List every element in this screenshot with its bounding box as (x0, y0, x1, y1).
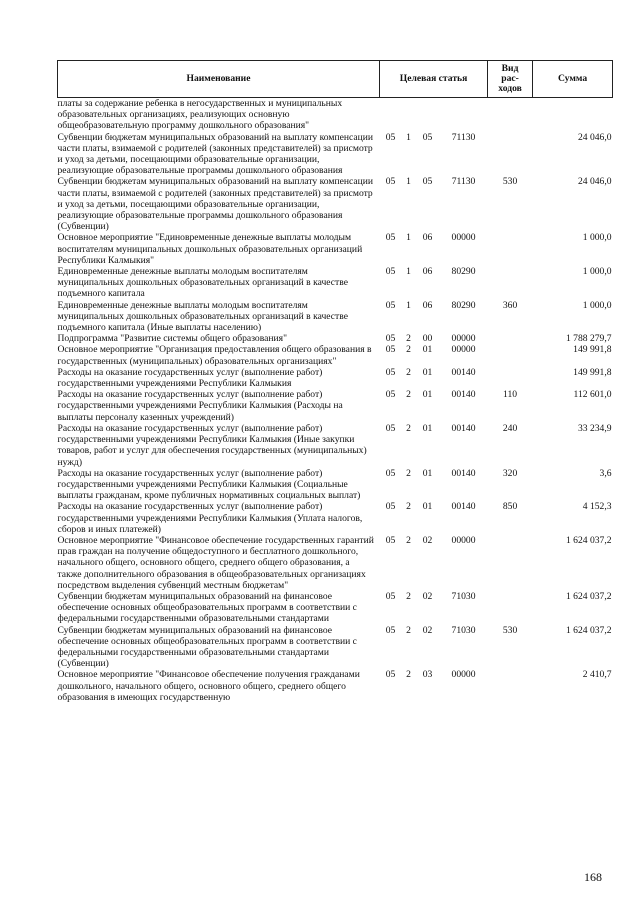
row-expense-type (488, 266, 533, 300)
row-code-event: 06 (422, 266, 433, 278)
row-expense-type: 240 (502, 422, 518, 434)
row-code-event: 01 (422, 366, 433, 378)
page-number: 168 (584, 870, 602, 884)
row-code-section: 05 (385, 131, 396, 143)
header-name: Наименование (58, 61, 380, 98)
row-code-subprogram: 2 (406, 534, 411, 546)
row-code-event: 01 (422, 344, 433, 356)
table-row (58, 591, 613, 625)
table-row (58, 535, 613, 591)
row-code-event: 01 (422, 422, 433, 434)
row-sum: 1 000,0 (582, 232, 612, 244)
row-expense-type (488, 232, 533, 266)
row-code-event: 05 (422, 176, 433, 188)
row-expense-type (488, 98, 533, 132)
row-code-direction: 71130 (451, 176, 476, 188)
row-code-subprogram: 1 (406, 131, 411, 143)
row-name: Подпрограмма "Развитие системы общего образования" (57, 333, 287, 345)
row-expense-type (488, 333, 533, 344)
row-name: Основное мероприятие "Финансовое обеспечение государственных гарантий прав граждан на получение общедоступного и бесплатного дошкольного, начального общего, основного общего, среднего общего образования, а также дополнительного образования в общеобразовательных организациях посредством выделения субвенций местным бюджетам" (57, 534, 374, 591)
table-row (58, 333, 613, 344)
table-body (58, 98, 613, 703)
row-code-event (416, 98, 440, 132)
row-code-direction (440, 98, 488, 132)
row-name: Основное мероприятие "Финансовое обеспечение получения гражданами дошкольного, начального общего, основного общего, среднего общего образования в имеющих государственную (57, 669, 360, 703)
row-sum: 2 410,7 (582, 669, 612, 681)
table-row (58, 300, 613, 334)
row-sum: 149 991,8 (573, 366, 612, 378)
row-code-direction: 71030 (451, 590, 476, 602)
row-code-section: 05 (385, 266, 396, 278)
row-code-subprogram: 1 (406, 266, 411, 278)
row-name: Расходы на оказание государственных услуг (выполнение работ) государственными учреждениями Республики Калмыкия (57, 366, 323, 390)
row-code-subprogram: 2 (406, 389, 411, 401)
row-name: Субвенции бюджетам муниципальных образований на выплату компенсации части платы, взимаемой с родителей (законных представителей) за присмотр и уход за детьми, посещающими образовательные организации, реализующие образовательные программы дошкольного образования (57, 131, 374, 177)
row-code-subprogram: 2 (406, 590, 411, 602)
row-code-section: 05 (385, 389, 396, 401)
row-name: Субвенции бюджетам муниципальных образований на финансовое обеспечение основных общеобразовательных программ в соответствии с федеральными государственными образовательными стандартами (57, 590, 357, 625)
row-sum: 1 788 279,7 (565, 333, 612, 345)
table-row (58, 232, 613, 266)
row-expense-type: 530 (502, 176, 518, 188)
table-row (58, 132, 613, 177)
row-code-event: 01 (422, 467, 433, 479)
table-row (58, 625, 613, 670)
row-code-event: 01 (422, 501, 433, 513)
row-code-section: 05 (385, 624, 396, 636)
table-row (58, 501, 613, 535)
row-name: Расходы на оказание государственных услуг (выполнение работ) государственными учреждениями Республики Калмыкия (Расходы на выплаты персоналу казенных учреждений) (57, 389, 343, 423)
row-expense-type (488, 669, 533, 703)
row-code-event: 03 (422, 669, 433, 681)
row-code-section: 05 (385, 590, 396, 602)
row-name: Расходы на оказание государственных услуг (выполнение работ) государственными учреждениями Республики Калмыкия (Социальные выплаты гражданам, кроме публичных нормативных социальных выплат) (57, 467, 361, 502)
row-name: Субвенции бюджетам муниципальных образований на финансовое обеспечение основных общеобразовательных программ в соответствии с федеральными государственными образовательными стандартами (Субвенции) (57, 624, 357, 670)
row-code-section: 05 (385, 299, 396, 311)
row-code-subprogram: 1 (406, 232, 411, 244)
row-code-direction: 00140 (451, 366, 476, 378)
row-code-direction: 00000 (451, 333, 476, 345)
row-code-event: 02 (422, 624, 433, 636)
row-sum: 1 624 037,2 (565, 624, 612, 636)
row-code-section: 05 (385, 366, 396, 378)
row-code-subprogram: 2 (406, 669, 411, 681)
row-name: Основное мероприятие "Единовременные денежные выплаты молодым воспитателям муниципальных дошкольных образовательных организаций Республики Калмыкия" (57, 232, 363, 266)
row-code-direction: 00140 (451, 422, 476, 434)
row-sum: 33 234,9 (577, 422, 612, 434)
row-code-direction: 00000 (451, 232, 476, 244)
row-expense-type (488, 367, 533, 389)
row-code-direction: 71130 (451, 131, 476, 143)
row-code-subprogram: 2 (406, 333, 411, 345)
row-code-event: 06 (422, 299, 433, 311)
table-header-row (58, 61, 613, 98)
row-expense-type (488, 132, 533, 177)
table-row (58, 367, 613, 389)
table-row (58, 669, 613, 703)
row-expense-type: 360 (502, 299, 518, 311)
row-code-section: 05 (385, 422, 396, 434)
row-name: платы за содержание ребенка в негосударственных и муниципальных образовательных организациях, реализующих основную общеобразовательную программу дошкольного образования" (57, 98, 343, 132)
header-expense-type-line1: Вид (501, 63, 519, 74)
row-name: Субвенции бюджетам муниципальных образований на выплату компенсации части платы, взимаемой с родителей (законных представителей) за присмотр и уход за детьми, посещающими образовательные организации, реализующие образовательные программы дошкольного образования (Субвенции) (57, 176, 374, 233)
row-sum: 112 601,0 (573, 389, 612, 401)
row-code-direction: 00140 (451, 501, 476, 513)
budget-table (57, 60, 613, 703)
row-code-direction: 80290 (451, 266, 476, 278)
header-expense-type (488, 61, 533, 98)
row-code-section: 05 (385, 176, 396, 188)
row-expense-type: 320 (502, 467, 518, 479)
row-code-direction: 00000 (451, 534, 476, 546)
row-expense-type: 110 (503, 389, 518, 401)
row-code-subprogram: 2 (406, 467, 411, 479)
row-code-subprogram: 2 (406, 344, 411, 356)
row-name: Единовременные денежные выплаты молодым воспитателям муниципальных дошкольных образовательных организаций в качестве подъемного капитала (57, 266, 348, 300)
row-code-subprogram: 1 (406, 176, 411, 188)
row-name: Расходы на оказание государственных услуг (выполнение работ) государственными учреждениями Республики Калмыкия (Уплата налогов, сборов и иных платежей) (57, 501, 363, 535)
row-name: Расходы на оказание государственных услуг (выполнение работ) государственными учреждениями Республики Калмыкия (Иные закупки товаров, работ и услуг для обеспечения государственных (муниципальных) нужд) (57, 422, 367, 468)
row-sum: 1 624 037,2 (565, 590, 612, 602)
table-row (58, 344, 613, 366)
row-sum: 149 991,8 (573, 344, 612, 356)
row-code-subprogram: 2 (406, 501, 411, 513)
row-expense-type (488, 591, 533, 625)
row-code-section: 05 (385, 669, 396, 681)
row-code-event: 01 (422, 389, 433, 401)
row-code-event: 06 (422, 232, 433, 244)
row-name: Основное мероприятие "Организация предоставления общего образования в государственных (муниципальных) образовательных организациях" (57, 344, 372, 367)
header-sum: Сумма (533, 61, 613, 98)
table-row (58, 176, 613, 232)
row-sum: 4 152,3 (582, 501, 612, 513)
row-code-subprogram: 2 (406, 624, 411, 636)
row-code-section: 05 (385, 232, 396, 244)
row-code-section: 05 (385, 534, 396, 546)
row-sum: 24 046,0 (577, 176, 612, 188)
row-expense-type: 530 (502, 624, 518, 636)
row-code-direction: 00000 (451, 344, 476, 356)
row-code-section: 05 (385, 333, 396, 345)
row-code-event: 02 (422, 590, 433, 602)
row-code-direction: 00000 (451, 669, 476, 681)
header-target-article: Целевая статья (380, 61, 488, 98)
row-code-direction: 00140 (451, 389, 476, 401)
row-code-section: 05 (385, 467, 396, 479)
row-code-event: 05 (422, 131, 433, 143)
row-sum (533, 98, 613, 132)
row-code-subprogram: 2 (406, 422, 411, 434)
row-code-event: 02 (422, 534, 433, 546)
table-row (58, 389, 613, 423)
row-name: Единовременные денежные выплаты молодым воспитателям муниципальных дошкольных образовательных организаций в качестве подъемного капитала (Иные выплаты населению) (57, 299, 348, 334)
table-row (58, 468, 613, 502)
table-row (58, 266, 613, 300)
table-row (58, 98, 613, 132)
row-code-direction: 71030 (451, 624, 476, 636)
row-expense-type (488, 344, 533, 366)
row-code-section: 05 (385, 501, 396, 513)
row-sum: 1 000,0 (582, 299, 612, 311)
row-code-subprogram: 2 (406, 366, 411, 378)
row-expense-type (488, 535, 533, 591)
row-sum: 3,6 (599, 467, 612, 479)
row-sum: 1 624 037,2 (565, 534, 612, 546)
row-code-section: 05 (385, 344, 396, 356)
row-code-subprogram (402, 98, 416, 132)
row-code-section (380, 98, 402, 132)
header-expense-type-line3: ходов (498, 83, 522, 94)
row-code-event: 00 (422, 333, 433, 345)
row-expense-type: 850 (502, 501, 518, 513)
row-code-direction: 80290 (451, 299, 476, 311)
row-sum: 1 000,0 (582, 266, 612, 278)
row-sum: 24 046,0 (577, 131, 612, 143)
row-code-subprogram: 1 (406, 299, 411, 311)
row-code-direction: 00140 (451, 467, 476, 479)
header-expense-type-line2: рас- (501, 73, 519, 84)
table-row (58, 423, 613, 468)
